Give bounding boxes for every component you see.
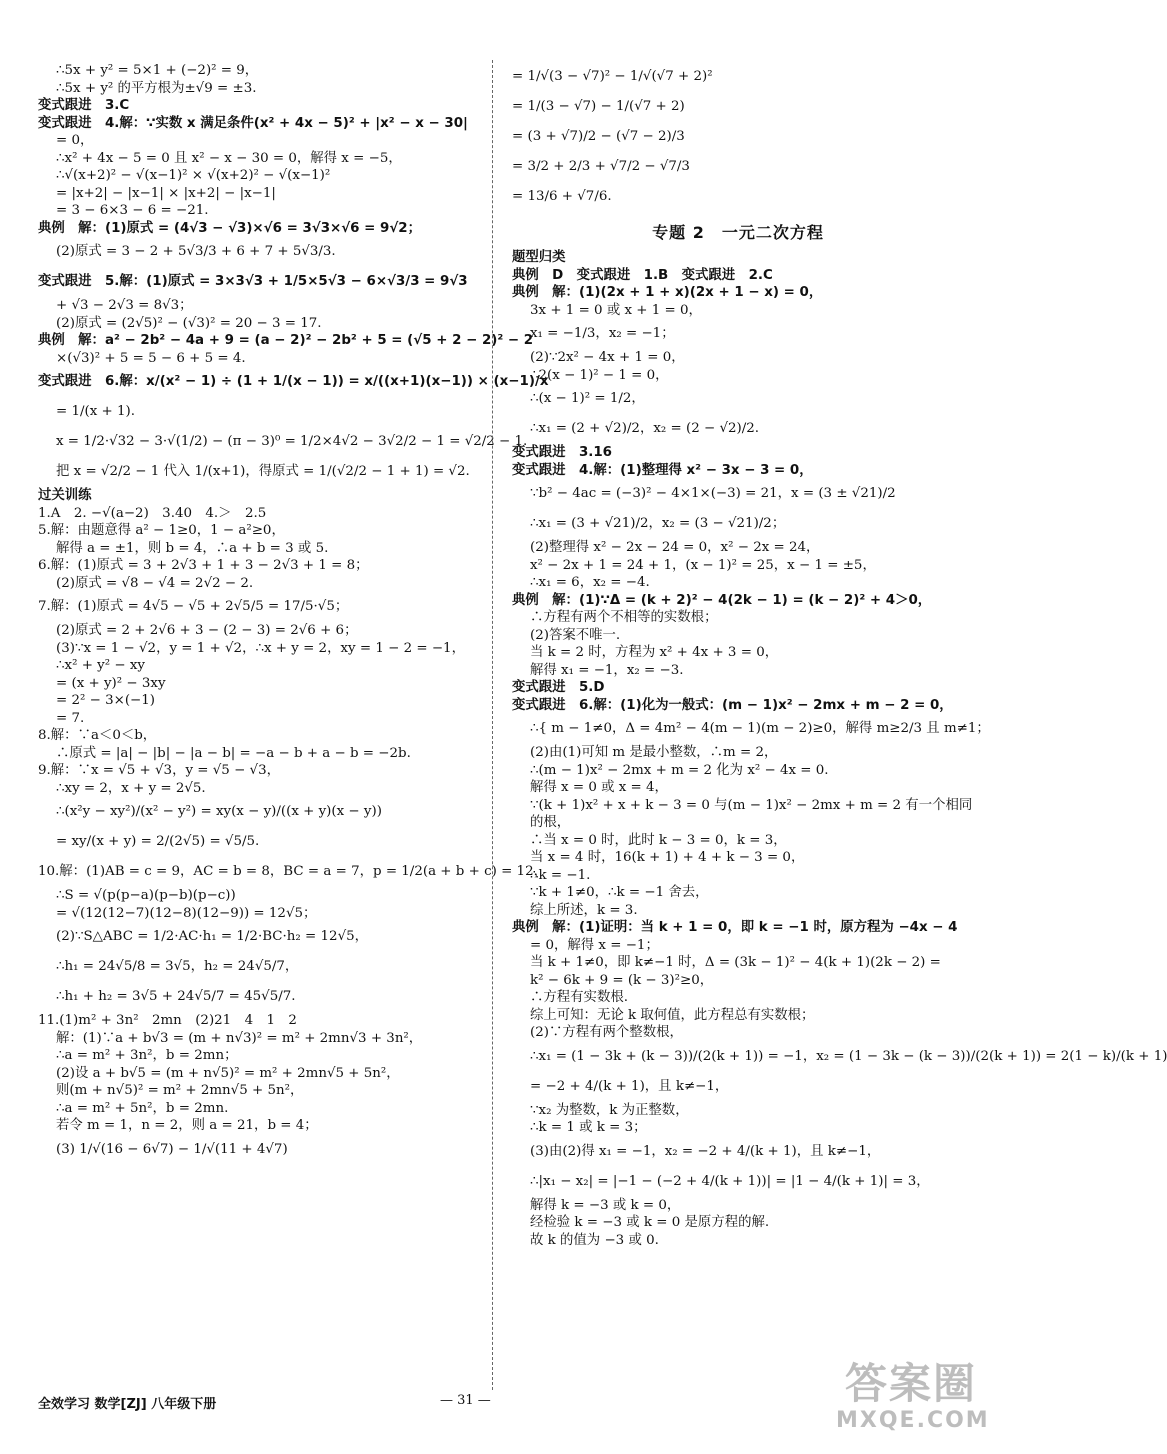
solution-line: ∴x₁ = (1 − 3k + (k − 3))/(2(k + 1)) = −1，x₂ = (1 − 3k − (k − 3))/(2(k + 1)) = 2(1 − k)/(k + 1) bbox=[530, 1048, 1167, 1064]
solution-line: 把 x = √2/2 − 1 代入 1/(x+1)，得原式 = 1/(√2/2 − 1 + 1) = √2. bbox=[56, 464, 470, 479]
solution-line: = (x + y)² − 3xy bbox=[56, 675, 166, 691]
solution-line: 6.解：(1)原式 = 3 + 2√3 + 1 + 3 − 2√3 + 1 = 8； bbox=[38, 558, 369, 573]
solution-line: = 2² − 3×(−1) bbox=[56, 693, 156, 708]
solution-line: x₁ = −1/3，x₂ = −1； bbox=[530, 326, 675, 341]
section-heading: 专题 2 一元二次方程 bbox=[652, 223, 824, 242]
solution-line: ∴x² + y² − xy bbox=[56, 658, 145, 673]
solution-line: = 3 − 6×3 − 6 = −21. bbox=[56, 203, 209, 218]
solution-line: (3)∵x = 1 − √2，y = 1 + √2，∴x + y = 2，xy = 1 − 2 = −1， bbox=[56, 640, 465, 656]
solution-line: 典例 解：(1)证明：当 k + 1 = 0，即 k = −1 时，原方程为 −4x − 4 bbox=[512, 920, 958, 935]
solution-line: (2)原式 = √8 − √4 = 2√2 − 2. bbox=[56, 575, 254, 591]
right-main-block bbox=[512, 249, 1167, 1249]
solution-line: ∴xy = 2，x + y = 2√5. bbox=[56, 780, 206, 796]
solution-line: ∴√(x+2)² − √(x−1)² × √(x+2)² − √(x−1)² bbox=[56, 168, 331, 183]
footer-book-title: 全效学习 数学[ZJ] 八年级下册 bbox=[38, 1397, 217, 1412]
solution-line: ∴a = m² + 3n²，b = 2mn； bbox=[56, 1048, 238, 1063]
solution-line: = xy/(x + y) = 2/(2√5) = √5/5. bbox=[56, 834, 260, 849]
solution-line: (2)设 a + b√5 = (m + n√5)² = m² + 2mn√5 + 5n²， bbox=[56, 1065, 400, 1081]
solution-line: 变式跟进 5.D bbox=[512, 680, 605, 695]
solution-line: 7.解：(1)原式 = 4√5 − √5 + 2√5/5 = 17/5·√5； bbox=[38, 599, 349, 614]
solution-line: 经检验 k = −3 或 k = 0 是原方程的解. bbox=[530, 1215, 770, 1230]
solution-line: 典例 解：(1)原式 = (4√3 − √3)×√6 = 3√3×√6 = 9√2； bbox=[38, 220, 421, 236]
right-column bbox=[512, 62, 1167, 1249]
solution-line: 解得 k = −3 或 k = 0， bbox=[530, 1197, 681, 1213]
solution-line: ∵x₂ 为整数，k 为正整数， bbox=[530, 1102, 689, 1118]
solution-line: 典例 D 变式跟进 1.B 变式跟进 2.C bbox=[512, 267, 773, 283]
solution-line: ∴a = m² + 5n²，b = 2mn. bbox=[56, 1100, 229, 1116]
solution-line: = |x+2| − |x−1| × |x+2| − |x−1| bbox=[56, 185, 276, 201]
solution-line: 典例 解：a² − 2b² − 4a + 9 = (a − 2)² − 2b² + 5 = (√5 + 2 − 2)² − 2 bbox=[38, 333, 534, 348]
watermark-logo bbox=[836, 1359, 990, 1442]
solution-line: 的根， bbox=[530, 815, 571, 830]
solution-line: ∴{ m − 1≠0，Δ = 4m² − 4(m − 1)(m − 2)≥0，解得 m≥2/3 且 m≠1； bbox=[530, 721, 990, 736]
solution-line: 3x + 1 = 0 或 x + 1 = 0， bbox=[530, 302, 702, 318]
solution-line: ∴h₁ = 24√5/8 = 3√5，h₂ = 24√5/7， bbox=[56, 959, 299, 974]
solution-line: = 0，解得 x = −1； bbox=[530, 937, 659, 953]
solution-line: 当 k + 1≠0，即 k≠−1 时，Δ = (3k − 1)² − 4(k + 1)(2k − 2) = bbox=[530, 955, 941, 970]
solution-line: ∴2(x − 1)² − 1 = 0， bbox=[530, 367, 669, 383]
solution-line: = 3/2 + 2/3 + √7/2 − √7/3 bbox=[512, 159, 690, 174]
solution-line: 过关训练 bbox=[38, 488, 92, 503]
solution-line: ∴k = −1. bbox=[530, 867, 591, 883]
solution-line: 综上所述，k = 3. bbox=[530, 902, 638, 918]
page-number: — 31 — bbox=[440, 1393, 491, 1408]
solution-line: 解：(1)∵a + b√3 = (m + n√3)² = m² + 2mn√3 + 3n²， bbox=[56, 1030, 423, 1046]
solution-line: ∴S = √(p(p−a)(p−b)(p−c)) bbox=[56, 888, 236, 903]
solution-line: 变式跟进 6.解：(1)化为一般式：(m − 1)x² − 2mx + m − 2 = 0， bbox=[512, 697, 953, 713]
solution-line: (2)答案不唯一. bbox=[530, 627, 621, 643]
solution-line: 11.(1)m² + 3n² 2mn (2)21 4 1 2 bbox=[38, 1013, 297, 1028]
solution-line: 5.解：由题意得 a² − 1≥0，1 − a²≥0， bbox=[38, 523, 285, 538]
right-top-block bbox=[512, 62, 964, 212]
solution-line: (3) 1/√(16 − 6√7) − 1/√(11 + 4√7) bbox=[56, 1141, 288, 1157]
solution-line: (2)整理得 x² − 2x − 24 = 0，x² − 2x = 24， bbox=[530, 540, 820, 555]
solution-line: ∵k + 1≠0，∴k = −1 舍去， bbox=[530, 885, 709, 900]
solution-line: x = 1/2·√32 − 3·√(1/2) − (π − 3)⁰ = 1/2×4√2 − 3√2/2 − 1 = √2/2 − 1. bbox=[56, 434, 528, 449]
solution-line: 若令 m = 1，n = 2，则 a = 21，b = 4； bbox=[56, 1118, 318, 1133]
solution-line: (2)原式 = 2 + 2√6 + 3 − (2 − 3) = 2√6 + 6； bbox=[56, 623, 358, 638]
solution-line: ∴h₁ + h₂ = 3√5 + 24√5/7 = 45√5/7. bbox=[56, 989, 296, 1004]
solution-line: = 1/(3 − √7) − 1/(√7 + 2) bbox=[512, 99, 685, 114]
solution-line: 变式跟进 5.解：(1)原式 = 3×3√3 + 1/5×5√3 − 6×√3/3 = 9√3 bbox=[38, 274, 468, 289]
solution-line: = (3 + √7)/2 − (√7 − 2)/3 bbox=[512, 129, 685, 144]
solution-line: ∵(k + 1)x² + x + k − 3 = 0 与(m − 1)x² − 2mx + m = 2 有一个相同 bbox=[530, 797, 973, 813]
watermark-site: MXQE.COM bbox=[836, 1408, 990, 1433]
solution-line: 典例 解：(1)(2x + 1 + x)(2x + 1 − x) = 0， bbox=[512, 285, 823, 300]
solution-line: ∴x₁ = (2 + √2)/2，x₂ = (2 − √2)/2. bbox=[530, 421, 760, 436]
solution-line: 当 x = 4 时，16(k + 1) + 4 + k − 3 = 0， bbox=[530, 850, 805, 865]
solution-line: x² − 2x + 1 = 24 + 1，(x − 1)² = 25，x − 1 = ±5， bbox=[530, 557, 876, 573]
solution-line: = 1/(x + 1). bbox=[56, 404, 136, 419]
solution-line: ∴x² + 4x − 5 = 0 且 x² − x − 30 = 0，解得 x = −5， bbox=[56, 150, 402, 166]
solution-line: k² − 6k + 9 = (k − 3)²≥0， bbox=[530, 972, 714, 988]
solution-line: 9.解：∵x = √5 + √3，y = √5 − √3， bbox=[38, 763, 280, 778]
solution-line: = 0， bbox=[56, 133, 94, 148]
solution-line: ∴原式 = |a| − |b| − |a − b| = −a − b + a − b = −2b. bbox=[56, 745, 411, 761]
solution-line: ∴(x − 1)² = 1/2， bbox=[530, 391, 645, 406]
solution-line: ∴5x + y² = 5×1 + (−2)² = 9， bbox=[56, 63, 259, 78]
solution-line: 变式跟进 4.解：∵实数 x 满足条件(x² + 4x − 5)² + |x² − x − 30| bbox=[38, 115, 468, 131]
solution-line: ∴(x²y − xy²)/(x² − y²) = xy(x − y)/((x + y)(x − y)) bbox=[56, 804, 382, 819]
solution-line: 变式跟进 4.解：(1)整理得 x² − 3x − 3 = 0， bbox=[512, 462, 813, 478]
solution-line: 变式跟进 6.解：x/(x² − 1) ÷ (1 + 1/(x − 1)) = x/((x+1)(x−1)) × (x−1)/x bbox=[38, 374, 549, 389]
solution-line: 当 k = 2 时，方程为 x² + 4x + 3 = 0， bbox=[530, 645, 779, 660]
solution-line: 8.解：∵a＜0＜b， bbox=[38, 728, 157, 743]
solution-line: = −2 + 4/(k + 1)，且 k≠−1， bbox=[530, 1078, 729, 1094]
solution-line: ∴x₁ = 6，x₂ = −4. bbox=[530, 575, 650, 590]
solution-line: = 13/6 + √7/6. bbox=[512, 189, 612, 204]
solution-line: ∴(m − 1)x² − 2mx + m = 2 化为 x² − 4x = 0. bbox=[530, 762, 829, 778]
solution-line: (3)由(2)得 x₁ = −1，x₂ = −2 + 4/(k + 1)，且 k≠−1， bbox=[530, 1143, 881, 1159]
solution-line: 故 k 的值为 −3 或 0. bbox=[530, 1232, 659, 1248]
solution-line: 题型归类 bbox=[512, 250, 566, 265]
solution-line: ∴|x₁ − x₂| = |−1 − (−2 + 4/(k + 1))| = |1 − 4/(k + 1)| = 3， bbox=[530, 1173, 930, 1189]
solution-line: 综上可知：无论 k 取何值，此方程总有实数根； bbox=[530, 1007, 815, 1023]
solution-line: ∵b² − 4ac = (−3)² − 4×1×(−3) = 21，x = (3 ± √21)/2 bbox=[530, 486, 896, 501]
solution-line: 解得 x₁ = −1，x₂ = −3. bbox=[530, 662, 684, 678]
solution-line: 变式跟进 3.16 bbox=[512, 445, 612, 460]
solution-line: ∴5x + y² 的平方根为±√9 = ±3. bbox=[56, 80, 257, 96]
solution-line: 则(m + n√5)² = m² + 2mn√5 + 5n²， bbox=[56, 1083, 304, 1098]
solution-line: = 1/√(3 − √7)² − 1/√(√7 + 2)² bbox=[512, 69, 713, 84]
solution-line: (2)∵S△ABC = 1/2·AC·h₁ = 1/2·BC·h₂ = 12√5， bbox=[56, 929, 369, 944]
solution-line: = 7. bbox=[56, 710, 85, 726]
solution-line: (2)原式 = 3 − 2 + 5√3/3 + 6 + 7 + 5√3/3. bbox=[56, 244, 336, 259]
solution-line: + √3 − 2√3 = 8√3； bbox=[56, 298, 193, 313]
solution-line: 解得 x = 0 或 x = 4， bbox=[530, 780, 668, 795]
solution-line: = √(12(12−7)(12−8)(12−9)) = 12√5； bbox=[56, 905, 317, 921]
solution-line: (2)原式 = (2√5)² − (√3)² = 20 − 3 = 17. bbox=[56, 315, 322, 331]
watermark-text: 答案圈 bbox=[844, 1359, 977, 1408]
solution-line: ∴k = 1 或 k = 3； bbox=[530, 1120, 647, 1135]
solution-line: (2)由(1)可知 m 是最小整数，∴m = 2， bbox=[530, 745, 778, 760]
solution-line: ∴x₁ = (3 + √21)/2，x₂ = (3 − √21)/2； bbox=[530, 516, 786, 531]
solution-line: 变式跟进 3.C bbox=[38, 98, 130, 113]
column-divider bbox=[492, 60, 493, 1390]
solution-line: ∴方程有实数根. bbox=[530, 990, 628, 1005]
solution-line: ∴当 x = 0 时，此时 k − 3 = 0，k = 3， bbox=[530, 832, 787, 848]
solution-line: ×(√3)² + 5 = 5 − 6 + 5 = 4. bbox=[56, 350, 246, 366]
solution-line: 10.解：(1)AB = c = 9，AC = b = 8，BC = a = 7，p = 1/2(a + b + c) = 12， bbox=[38, 864, 547, 879]
solution-line: ∴方程有两个不相等的实数根； bbox=[530, 610, 718, 625]
solution-line: 1.A 2. −√(a−2) 3.40 4.＞ 2.5 bbox=[38, 505, 267, 521]
solution-line: (2)∵方程有两个整数根， bbox=[530, 1025, 683, 1040]
solution-line: 典例 解：(1)∵Δ = (k + 2)² − 4(2k − 1) = (k − 2)² + 4＞0， bbox=[512, 592, 932, 608]
solution-line: (2)∵2x² − 4x + 1 = 0， bbox=[530, 350, 685, 365]
solution-line: 解得 a = ±1，则 b = 4，∴a + b = 3 或 5. bbox=[56, 540, 329, 556]
